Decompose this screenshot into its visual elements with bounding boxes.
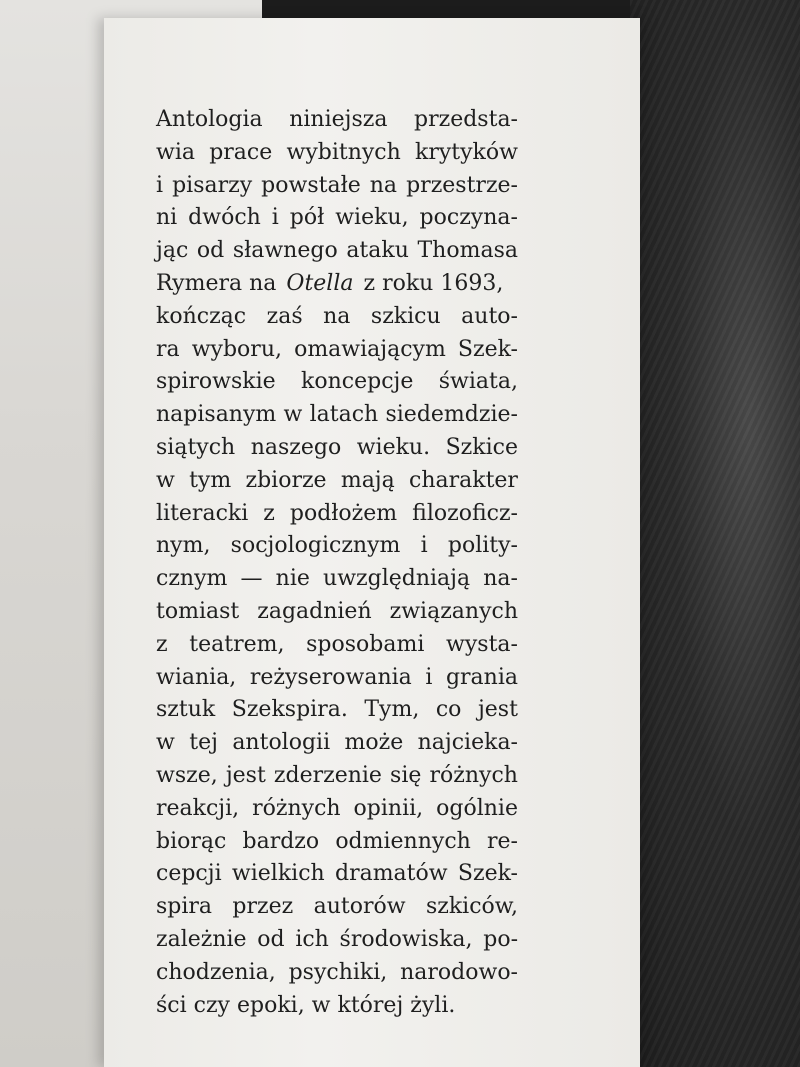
word: siątych	[156, 434, 236, 460]
word: i	[420, 533, 428, 559]
word: antologii	[232, 730, 331, 756]
word: wielkich	[231, 861, 325, 887]
text-line	[156, 170, 518, 203]
word: Tym,	[364, 697, 420, 723]
text-line	[156, 399, 518, 432]
word: polity-	[447, 533, 518, 559]
word: nym,	[156, 533, 211, 559]
word: chodzenia,	[156, 959, 276, 985]
word: wiania,	[156, 664, 237, 690]
word: i	[156, 172, 164, 198]
word: szkicu	[370, 303, 441, 329]
word: sposobami	[306, 631, 425, 657]
word: naszego	[250, 434, 342, 460]
word: jąc	[156, 238, 189, 264]
text-line	[156, 334, 518, 367]
word: spirowskie	[156, 369, 276, 395]
blurb-text-block	[156, 104, 518, 1022]
word: krytyków	[415, 139, 518, 165]
text-line	[156, 366, 518, 399]
text-line	[156, 891, 518, 924]
word: tym	[189, 467, 232, 493]
word: filozoficz-	[412, 500, 518, 526]
word: Antologia	[156, 107, 263, 132]
word: wieku.	[356, 434, 431, 460]
text-segment: Rymera na	[156, 270, 277, 296]
word: reżyserowania	[249, 664, 412, 690]
word: ni	[156, 205, 178, 231]
word: dramatów	[334, 861, 448, 887]
word: szkiców,	[425, 894, 518, 920]
word: po-	[483, 926, 518, 952]
word: i	[425, 664, 433, 690]
text-line	[156, 727, 518, 760]
word: wysta-	[446, 631, 518, 657]
dark-book-cover	[630, 0, 800, 1067]
word: na	[369, 172, 398, 198]
italic-title: Otella	[286, 270, 354, 296]
word: ataku	[346, 238, 409, 264]
word: w	[156, 730, 175, 756]
word: z	[263, 500, 275, 526]
word: socjologicznym	[230, 533, 401, 559]
word: najcieka-	[417, 730, 518, 756]
word: biorąc	[156, 828, 227, 854]
word: odmiennych	[335, 828, 471, 854]
word: Szek-	[457, 336, 518, 362]
word: siedemdzie-	[385, 402, 518, 428]
text-line	[156, 235, 518, 268]
word: wybitnych	[286, 139, 401, 165]
word: niniejsza	[289, 107, 388, 132]
text-line	[156, 268, 518, 301]
word: zależnie	[156, 926, 247, 952]
word: pisarzy	[172, 172, 253, 198]
word: teatrem,	[189, 631, 285, 657]
word: wieku,	[335, 205, 409, 231]
text-line	[156, 530, 518, 563]
word: autorów	[313, 894, 406, 920]
word: reakcji,	[156, 795, 240, 821]
text-line	[156, 957, 518, 990]
word: dwóch	[188, 205, 261, 231]
word: cepcji	[156, 861, 222, 887]
text-line	[156, 104, 518, 137]
word: świata,	[438, 369, 518, 395]
word: zagadnień	[257, 598, 372, 624]
word: związanych	[389, 598, 518, 624]
word: od	[196, 238, 225, 264]
word: bardzo	[242, 828, 320, 854]
text-line	[156, 432, 518, 465]
word: z	[156, 631, 168, 657]
word: koncepcje	[301, 369, 414, 395]
word: wyboru,	[191, 336, 282, 362]
word: Thomasa	[417, 238, 518, 264]
text-line	[156, 694, 518, 727]
word: różnych	[429, 762, 518, 788]
word: wsze,	[156, 762, 218, 788]
word: przestrze-	[406, 172, 518, 198]
word: Szekspira.	[231, 697, 348, 723]
word: wia	[156, 139, 195, 165]
word: re-	[487, 828, 518, 854]
word: może	[344, 730, 404, 756]
word: tej	[189, 730, 218, 756]
text-line	[156, 465, 518, 498]
word: i	[271, 205, 279, 231]
text-line	[156, 662, 518, 695]
word: poczyna-	[419, 205, 518, 231]
text-line	[156, 793, 518, 826]
word: omawiającym	[294, 336, 446, 362]
word: na-	[483, 566, 518, 592]
word: sławnego	[232, 238, 338, 264]
text-line	[156, 596, 518, 629]
text-segment: ści czy epoki, w której żyli.	[156, 992, 456, 1018]
word: literacki	[156, 500, 249, 526]
word: środowiska,	[339, 926, 473, 952]
word: cznym	[156, 566, 228, 592]
word: zaś	[266, 303, 303, 329]
word: zbiorze	[245, 467, 327, 493]
text-line	[156, 498, 518, 531]
word: latach	[309, 402, 379, 428]
text-line	[156, 629, 518, 662]
word: przez	[232, 894, 294, 920]
word: grania	[445, 664, 518, 690]
word: w	[283, 402, 303, 428]
text-line	[156, 563, 518, 596]
word: tomiast	[156, 598, 240, 624]
word: ra	[156, 336, 180, 362]
word: mają	[340, 467, 395, 493]
text-line	[156, 924, 518, 957]
word: jest	[477, 697, 518, 723]
word: charakter	[409, 467, 518, 493]
word: podłożem	[289, 500, 398, 526]
word: —	[240, 566, 263, 592]
word: napisanym	[156, 402, 277, 428]
word: uwzględniają	[323, 566, 471, 592]
word: w	[156, 467, 175, 493]
word: się	[390, 762, 422, 788]
word: od	[257, 926, 285, 952]
word: kończąc	[156, 303, 247, 329]
text-line	[156, 760, 518, 793]
word: narodowo-	[400, 959, 518, 985]
word: psychiki,	[288, 959, 388, 985]
text-line	[156, 858, 518, 891]
text-line	[156, 137, 518, 170]
word: nie	[275, 566, 310, 592]
text-segment: z roku 1693,	[363, 270, 504, 296]
word: Szek-	[457, 861, 518, 887]
text-line	[156, 990, 518, 1023]
word: pół	[289, 205, 325, 231]
word: Szkice	[445, 434, 518, 460]
text-line	[156, 202, 518, 235]
word: na	[323, 303, 351, 329]
text-line	[156, 826, 518, 859]
word: co	[435, 697, 462, 723]
word: zderzenie	[273, 762, 382, 788]
word: jest	[225, 762, 266, 788]
word: powstałe	[261, 172, 361, 198]
word: ich	[295, 926, 329, 952]
word: prace	[209, 139, 273, 165]
word: ogólnie	[436, 795, 518, 821]
word: spira	[156, 894, 213, 920]
word: auto-	[461, 303, 518, 329]
word: opinii,	[353, 795, 424, 821]
text-line	[156, 301, 518, 334]
word: przedsta-	[414, 107, 518, 132]
word: różnych	[252, 795, 341, 821]
word: sztuk	[156, 697, 216, 723]
